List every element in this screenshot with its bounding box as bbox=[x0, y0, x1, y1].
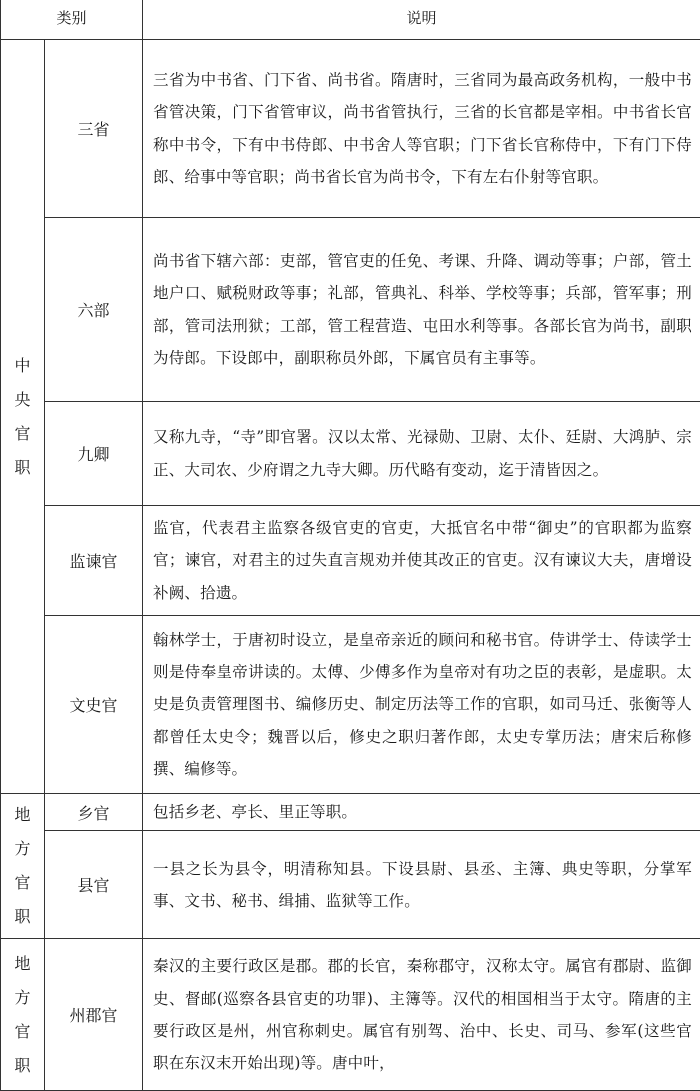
category-cell: 九卿 bbox=[45, 402, 143, 506]
category-cell: 文史官 bbox=[45, 616, 143, 794]
table-row bbox=[1, 794, 700, 831]
group-label-central: 中 央 官 职 bbox=[1, 40, 45, 794]
category-cell: 州郡官 bbox=[45, 939, 143, 1091]
category-cell: 乡官 bbox=[45, 794, 143, 831]
category-cell: 监谏官 bbox=[45, 506, 143, 616]
group-label-local-2: 地 方 官 职 bbox=[1, 939, 45, 1091]
table-row bbox=[1, 218, 700, 402]
table-row bbox=[1, 402, 700, 506]
category-cell: 县官 bbox=[45, 831, 143, 939]
description-cell: 又称九寺，“寺”即官署。汉以太常、光禄勋、卫尉、太仆、廷尉、大鸿胪、宗正、大司农、少府谓之九寺大卿。历代略有变动，迄于清皆因之。 bbox=[143, 402, 700, 506]
description-cell: 秦汉的主要行政区是郡。郡的长官，秦称郡守，汉称太守。属官有郡尉、监御史、督邮(巡察各县官吏的功罪)、主簿等。汉代的相国相当于太守。隋唐的主要行政区是州，州官称刺史。属官有别驾、治中、长史、司马、参军(这些官职在东汉末开始出现)等。唐中叶， bbox=[143, 939, 700, 1091]
description-cell: 翰林学士，于唐初时设立，是皇帝亲近的顾问和秘书官。侍讲学士、侍读学士则是侍奉皇帝讲读的。太傅、少傅多作为皇帝对有功之臣的表彰，是虚职。太史是负责管理图书、编修历史、制定历法等工作的官职，如司马迁、张衡等人都曾任太史令；魏晋以后，修史之职归著作郎，太史专掌历法；唐宋后称修撰、编修等。 bbox=[143, 616, 700, 794]
category-cell: 三省 bbox=[45, 40, 143, 218]
table-row bbox=[1, 939, 700, 1091]
table-row bbox=[1, 40, 700, 218]
description-cell: 包括乡老、亭长、里正等职。 bbox=[143, 794, 700, 831]
header-category: 类别 bbox=[1, 0, 143, 40]
description-cell: 一县之长为县令，明清称知县。下设县尉、县丞、主簿、典史等职，分掌军事、文书、秘书、缉捕、监狱等工作。 bbox=[143, 831, 700, 939]
table-row bbox=[1, 506, 700, 616]
description-cell: 三省为中书省、门下省、尚书省。隋唐时，三省同为最高政务机构，一般中书省管决策，门下省管审议，尚书省管执行，三省的长官都是宰相。中书省长官称中书令，下有中书侍郎、中书舍人等官职；门下省长官称侍中，下有门下侍郎、给事中等官职；尚书省长官为尚书令，下有左右仆射等官职。 bbox=[143, 40, 700, 218]
group-label-local: 地 方 官 职 bbox=[1, 794, 45, 939]
category-cell: 六部 bbox=[45, 218, 143, 402]
header-row bbox=[1, 0, 700, 40]
table-row bbox=[1, 616, 700, 794]
header-description: 说明 bbox=[143, 0, 700, 40]
description-cell: 尚书省下辖六部：吏部，管官吏的任免、考课、升降、调动等事；户部，管土地户口、赋税财政等事；礼部，管典礼、科举、学校等事；兵部，管军事；刑部，管司法刑狱；工部，管工程营造、屯田水利等事。各部长官为尚书，副职为侍郎。下设郎中，副职称员外郎，下属官员有主事等。 bbox=[143, 218, 700, 402]
table-row bbox=[1, 831, 700, 939]
description-cell: 监官，代表君主监察各级官吏的官吏，大抵官名中带“御史”的官职都为监察官；谏官，对君主的过失直言规劝并使其改正的官吏。汉有谏议大夫，唐增设补阙、拾遗。 bbox=[143, 506, 700, 616]
